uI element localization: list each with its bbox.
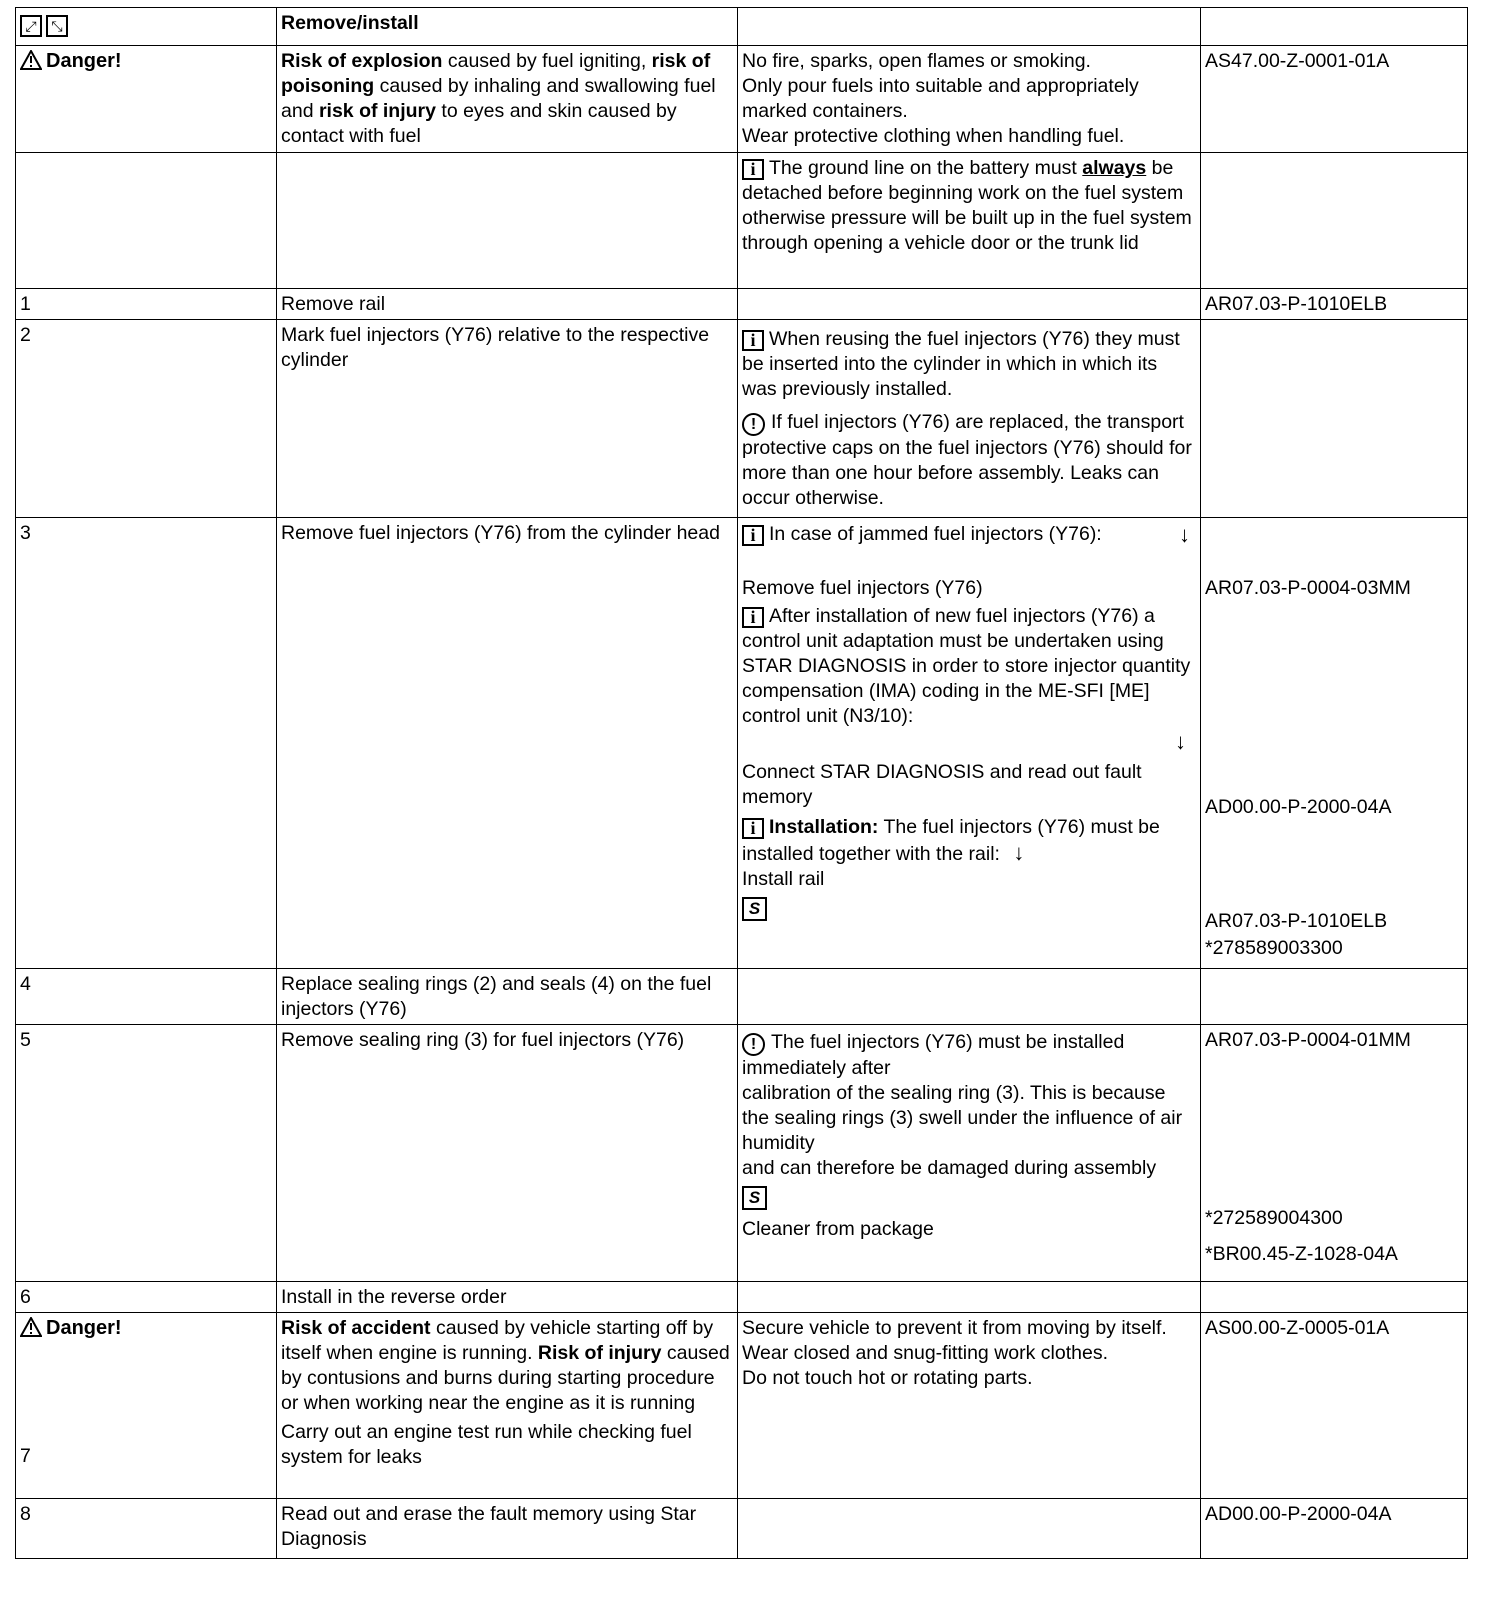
step-ref[interactable]: AR07.03-P-1010ELB: [1201, 289, 1468, 320]
danger-ref[interactable]: AS47.00-Z-0001-01A: [1201, 46, 1468, 153]
step-row-2: 2 Mark fuel injectors (Y76) relative to the respective cylinder i When reusing the fuel injectors (Y76) they must be inserted into the cylinder in which in which its was previously installed. ! If fuel injectors (Y76) are replaced, the transport protective caps on the fuel injectors (Y76) should for more than one hour before assembly. Leaks can occur otherwise.: [16, 320, 1468, 518]
step-number: 2: [16, 320, 277, 518]
danger-description: Risk of explosion caused by fuel igniting, risk of poisoning caused by inhaling and swallowing fuel and risk of injury to eyes and skin caused by contact with fuel: [277, 46, 738, 153]
step-row-3: 3 Remove fuel injectors (Y76) from the cylinder head ↓ i In case of jammed fuel injectors (Y76): Remove fuel injectors (Y76) i After installation of new fuel injectors (Y76) a control unit adaptation must be undertaken using STAR DIAGNOSIS in order to store injector quantity compensation (IMA) coding in the ME-SFI [ME] control unit (N3/10): ↓ Connect STAR DIAGNOSIS and read out fault memory i Installation: The fuel injectors (Y76) must be installed together with the rail: ↓ Install rail S AR07.03-P-0004-03MM AD00.00-P-2000-04A AR07.03-P-1010ELB *278589003300: [16, 518, 1468, 969]
battery-note: i The ground line on the battery must always be detached before beginning work on the fuel system otherwise pressure will be built up in the fuel system through opening a vehicle door or the trunk lid: [738, 153, 1201, 289]
danger-measures: Secure vehicle to prevent it from moving by itself. Wear closed and snug-fitting work clothes. Do not touch hot or rotating parts.: [738, 1313, 1201, 1499]
step-text: Remove sealing ring (3) for fuel injectors (Y76): [277, 1025, 738, 1282]
step-number: 1: [16, 289, 277, 320]
danger-row-2: [16, 1313, 1468, 1499]
special-tool-icon: S: [742, 897, 767, 921]
step-text: Remove rail: [277, 289, 738, 320]
warning-triangle-icon: [20, 50, 42, 70]
tool-ref[interactable]: *272589004300: [1205, 1207, 1343, 1229]
battery-note-row: [16, 153, 1468, 289]
warning-triangle-icon: [20, 1317, 42, 1337]
info-icon: i: [742, 525, 764, 546]
danger-label: Danger!: [20, 1317, 122, 1339]
step-row-4: [16, 969, 1468, 1025]
info-icon: i: [742, 607, 764, 628]
step-text: Remove fuel injectors (Y76) from the cylinder head: [277, 518, 738, 969]
step-ref[interactable]: AD00.00-P-2000-04A: [1205, 796, 1392, 818]
danger-measures: No fire, sparks, open flames or smoking. Only pour fuels into suitable and appropriately marked containers. Wear protective clothing when handling fuel.: [738, 46, 1201, 153]
info-icon: i: [742, 330, 764, 351]
danger-row: [16, 46, 1468, 153]
step-number: 4: [16, 969, 277, 1025]
info-icon: i: [742, 159, 764, 180]
danger-ref[interactable]: AS00.00-Z-0005-01A: [1201, 1313, 1468, 1499]
cleaner-ref[interactable]: *BR00.45-Z-1028-04A: [1205, 1243, 1398, 1265]
tool-ref[interactable]: *278589003300: [1205, 937, 1343, 959]
arrow-down-icon: ↓: [1013, 840, 1025, 865]
notice-icon: !: [742, 413, 765, 436]
procedure-table: [15, 7, 1468, 1559]
step-number: 8: [16, 1499, 277, 1559]
arrow-down-icon: ↓: [1175, 729, 1186, 754]
step-row-5: 5 Remove sealing ring (3) for fuel injectors (Y76) ! The fuel injectors (Y76) must be installed immediately after calibration of the sealing ring (3). This is because the sealing rings (3) swell under the influence of air humidity and can therefore be damaged during assembly S Cleaner from package AR07.03-P-0004-01MM *272589004300 *BR00.45-Z-1028-04A: [16, 1025, 1468, 1282]
header-icons: [16, 8, 277, 46]
step-number: 5: [16, 1025, 277, 1282]
step-text: Mark fuel injectors (Y76) relative to the respective cylinder: [277, 320, 738, 518]
danger-label: Danger!: [20, 50, 122, 72]
step-text: Replace sealing rings (2) and seals (4) on the fuel injectors (Y76): [277, 969, 738, 1025]
step-ref[interactable]: AR07.03-P-1010ELB: [1205, 910, 1388, 932]
danger-description: Risk of accident caused by vehicle starting off by itself when engine is running. Risk of injury caused by contusions and burns during starting procedure or when working near the engine as it is running: [281, 1317, 730, 1414]
step-text: Carry out an engine test run while checking fuel system for leaks: [281, 1421, 692, 1468]
collapse-icon[interactable]: ⤡: [46, 15, 68, 37]
step-row-6: [16, 1282, 1468, 1313]
step-row-1: [16, 289, 1468, 320]
page-title: Remove/install: [277, 8, 738, 46]
step-row-8: [16, 1499, 1468, 1559]
header-row: [16, 8, 1468, 46]
special-tool-icon: S: [742, 1186, 767, 1210]
expand-icon[interactable]: ⤢: [20, 15, 42, 37]
step-ref[interactable]: AR07.03-P-0004-01MM: [1205, 1029, 1411, 1051]
step-number: 7: [20, 1445, 31, 1467]
info-icon: i: [742, 818, 764, 839]
arrow-down-icon: ↓: [1179, 522, 1190, 547]
step-ref[interactable]: AD00.00-P-2000-04A: [1201, 1499, 1468, 1559]
step-text: Install in the reverse order: [277, 1282, 738, 1313]
step-number: 6: [16, 1282, 277, 1313]
step-ref[interactable]: AR07.03-P-0004-03MM: [1205, 577, 1411, 599]
step-text: Read out and erase the fault memory using Star Diagnosis: [277, 1499, 738, 1559]
step-number: 3: [16, 518, 277, 969]
notice-icon: !: [742, 1033, 765, 1056]
